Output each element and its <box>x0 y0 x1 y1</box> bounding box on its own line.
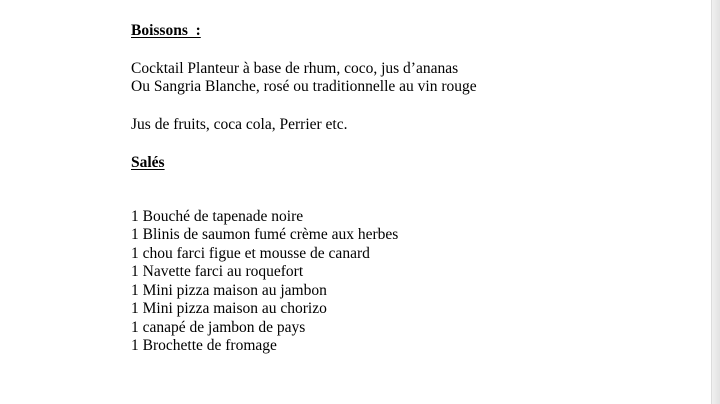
boissons-line: Cocktail Planteur à base de rhum, coco, jus d’ananas <box>131 59 459 77</box>
sales-heading: Salés <box>131 154 165 171</box>
spacer <box>131 97 691 116</box>
spacer <box>131 41 691 60</box>
sales-item: 1 Blinis de saumon fumé crème aux herbes <box>131 226 399 243</box>
sales-item: 1 canapé de jambon de pays <box>131 318 306 336</box>
document-body <box>131 22 691 356</box>
spacer <box>131 134 691 154</box>
sales-item: 1 Mini pizza maison au chorizo <box>131 300 327 317</box>
sales-item: 1 Mini pizza maison au jambon <box>131 281 327 299</box>
sales-item: 1 Navette farci au roquefort <box>131 263 304 280</box>
boissons-extra: Jus de fruits, coca cola, Perrier etc. <box>131 115 348 133</box>
sales-item: 1 chou farci figue et mousse de canard <box>131 244 370 262</box>
sales-item: 1 Bouché de tapenade noire <box>131 207 304 225</box>
page-edge <box>711 0 720 404</box>
boissons-heading: Boissons : <box>131 22 201 39</box>
spacer <box>131 173 691 208</box>
boissons-line: Ou Sangria Blanche, rosé ou traditionnelle au vin rouge <box>131 78 477 95</box>
sales-item: 1 Brochette de fromage <box>131 337 277 354</box>
